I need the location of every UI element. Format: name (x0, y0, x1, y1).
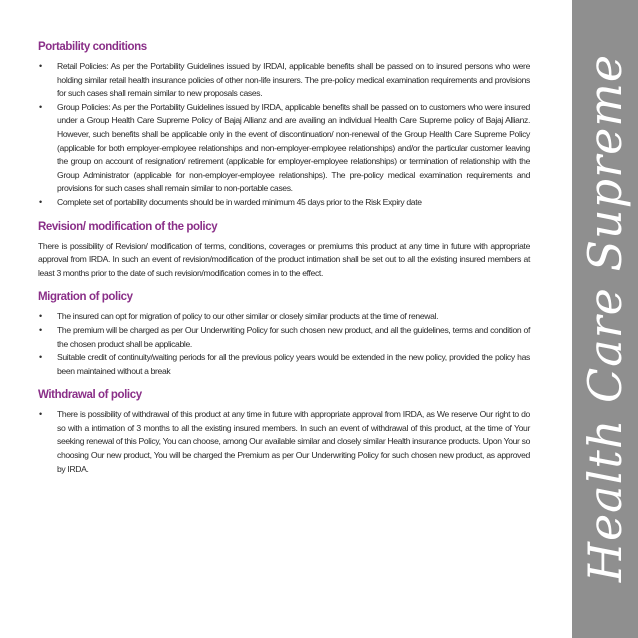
list-item: • Group Policies: As per the Portability Guidelines issued by IRDA, applicable benefits shall be passed on to customers who were insured under a Group Health Care Supreme Policy of Bajaj Allianz and are availing an individual Health Care Supreme policy of Bajaj Allianz. However, such benefits shall be applicable only in the event of discontinuation/ non-renewal of the Group Health Care Supreme Policy (applicable for both employer-employee relationships and non-employer-employee relationships) and/or the particular customer leaving the group on account of resignation/ retirement (applicable for employer-employee relationships) or termination of relationship with the Group Administrator (applicable for non-employer-employee relationships). The pre-policy medical examination requirements and provisions for such cases shall remain similar to non-portable cases. (39, 101, 530, 194)
list-item: • Suitable credit of continuity/waiting periods for all the previous policy years would be extended in the new policy, provided the policy has been maintained without a break (39, 352, 530, 376)
section-heading: Revision/ modification of the policy (38, 220, 218, 233)
bullet-icon: • (39, 196, 42, 207)
section-paragraph: There is possibility of Revision/ modification of terms, conditions, coverages or premiums this product at any time in future with appropriate approval from IRDA. In such an event of revision/modification of the product intimation shall be set out to all the existing insured members at least 3 months prior to the date of such revision/modification comes in to the effect. (38, 240, 530, 278)
bullet-icon: • (39, 61, 42, 71)
list-item: • Complete set of portability documents should be in warded minimum 45 days prior to the Risk Expiry date (38, 196, 530, 210)
section-heading: Portability conditions (38, 41, 147, 53)
list-item: • The insured can opt for migration of policy to our other similar or closely similar products at the time of renewal. (38, 310, 530, 324)
sidebar-title: Health Care Supreme (578, 53, 632, 583)
section-heading: Withdrawal of policy (38, 389, 142, 402)
document-body (38, 40, 530, 486)
bullet-icon: • (39, 324, 42, 335)
bullet-list (38, 60, 530, 210)
section-withdrawal (38, 388, 530, 476)
list-item: • The premium will be charged as per Our Underwriting Policy for such chosen new product, and all the guidelines, terms and condition of the chosen product shall be applicable. (39, 324, 530, 349)
section-portability (38, 40, 530, 210)
bullet-icon: • (39, 352, 42, 363)
list-item: • There is possibility of withdrawal of this product at any time in future with appropriate approval from IRDA, as We reserve Our right to do so with a intimation of 3 months to all the existing insured members. In such an event of withdrawal of this product, at the time of Your seeking renewal of this Policy, You can choose, among Our available similar and closely similar Health insurance products. Upon Your so choosing Our new product, You will be charged the Premium as per Our Underwriting Policy for such chosen new product, as approved by IRDA. (39, 409, 530, 474)
section-revision (38, 220, 530, 281)
list-item: • Retail Policies: As per the Portability Guidelines issued by IRDAI, applicable benefits shall be passed on to insured persons who were holding similar retail health insurance policies of other non-life insurers. The pre-policy medical examination requirements and provisions for such cases shall remain similar to new proposals cases. (39, 61, 530, 99)
bullet-icon: • (39, 409, 42, 420)
bullet-icon: • (39, 101, 42, 112)
bullet-icon: • (39, 311, 42, 322)
section-migration (38, 290, 530, 378)
sidebar-band (572, 0, 638, 638)
bullet-list (38, 408, 530, 476)
section-heading: Migration of policy (38, 291, 133, 304)
bullet-list (38, 310, 530, 378)
